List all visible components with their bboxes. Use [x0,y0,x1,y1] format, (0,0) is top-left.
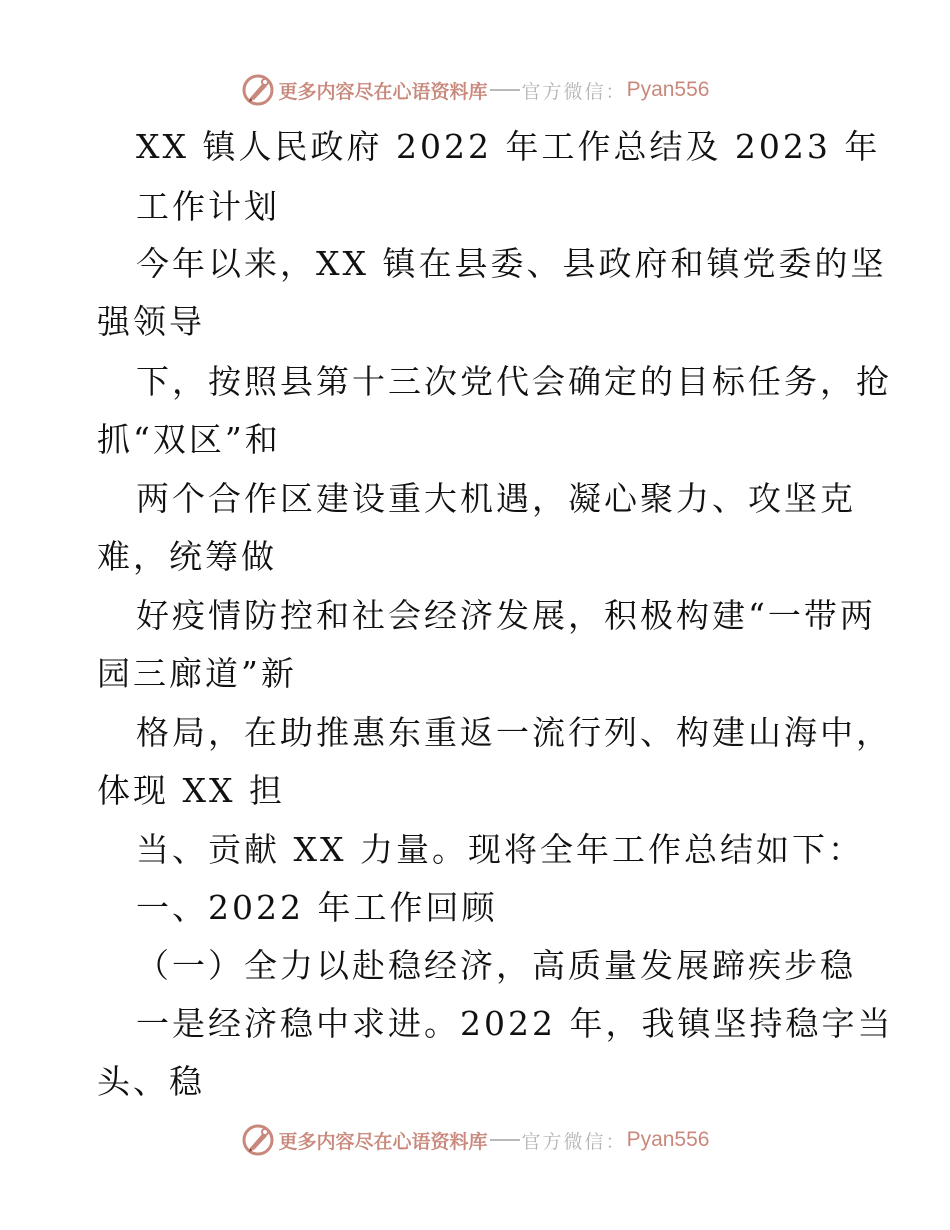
doc-line: 头、稳 [97,1062,205,1101]
pen-circle-logo-icon [241,1123,275,1157]
doc-line: 当、贡献 XX 力量。现将全年工作总结如下： [136,830,864,869]
doc-title-line-2: 工作计划 [136,187,280,226]
watermark-official-text: 官方微信： [521,80,627,103]
doc-line: 体现 XX 担 [97,771,285,810]
doc-section-heading: 一、2022 年工作回顾 [136,888,498,927]
doc-subsection-heading: （一）全力以赴稳经济，高质量发展蹄疾步稳 [136,946,856,985]
watermark-site-text: 更多内容尽在心语资料库 [278,1130,488,1153]
doc-line: 一是经济稳中求进。2022 年，我镇坚持稳字当 [136,1004,894,1043]
doc-line: 格局，在助推惠东重返一流行列、构建山海中， [136,713,892,752]
doc-line: 两个合作区建设重大机遇，凝心聚力、攻坚克 [136,479,856,518]
doc-title-line-1: XX 镇人民政府 2022 年工作总结及 2023 年 [136,127,881,166]
watermark-footer [0,1120,950,1160]
doc-line: 园三廊道”新 [97,654,297,693]
watermark-site-text: 更多内容尽在心语资料库 [278,80,488,103]
doc-line: 今年以来，XX 镇在县委、县政府和镇党委的坚 [136,244,887,283]
watermark-wechat-id: Pyan556 [626,1128,710,1151]
doc-line: 强领导 [97,302,205,341]
watermark-official-text: 官方微信： [521,1130,627,1153]
watermark-wechat-id: Pyan556 [626,78,710,101]
doc-line: 抓“双区”和 [97,420,281,459]
watermark-dash [490,1139,520,1141]
doc-line: 下，按照县第十三次党代会确定的目标任务，抢 [136,362,892,401]
doc-line: 好疫情防控和社会经济发展，积极构建“一带两 [136,596,876,635]
doc-line: 难，统筹做 [97,537,277,576]
